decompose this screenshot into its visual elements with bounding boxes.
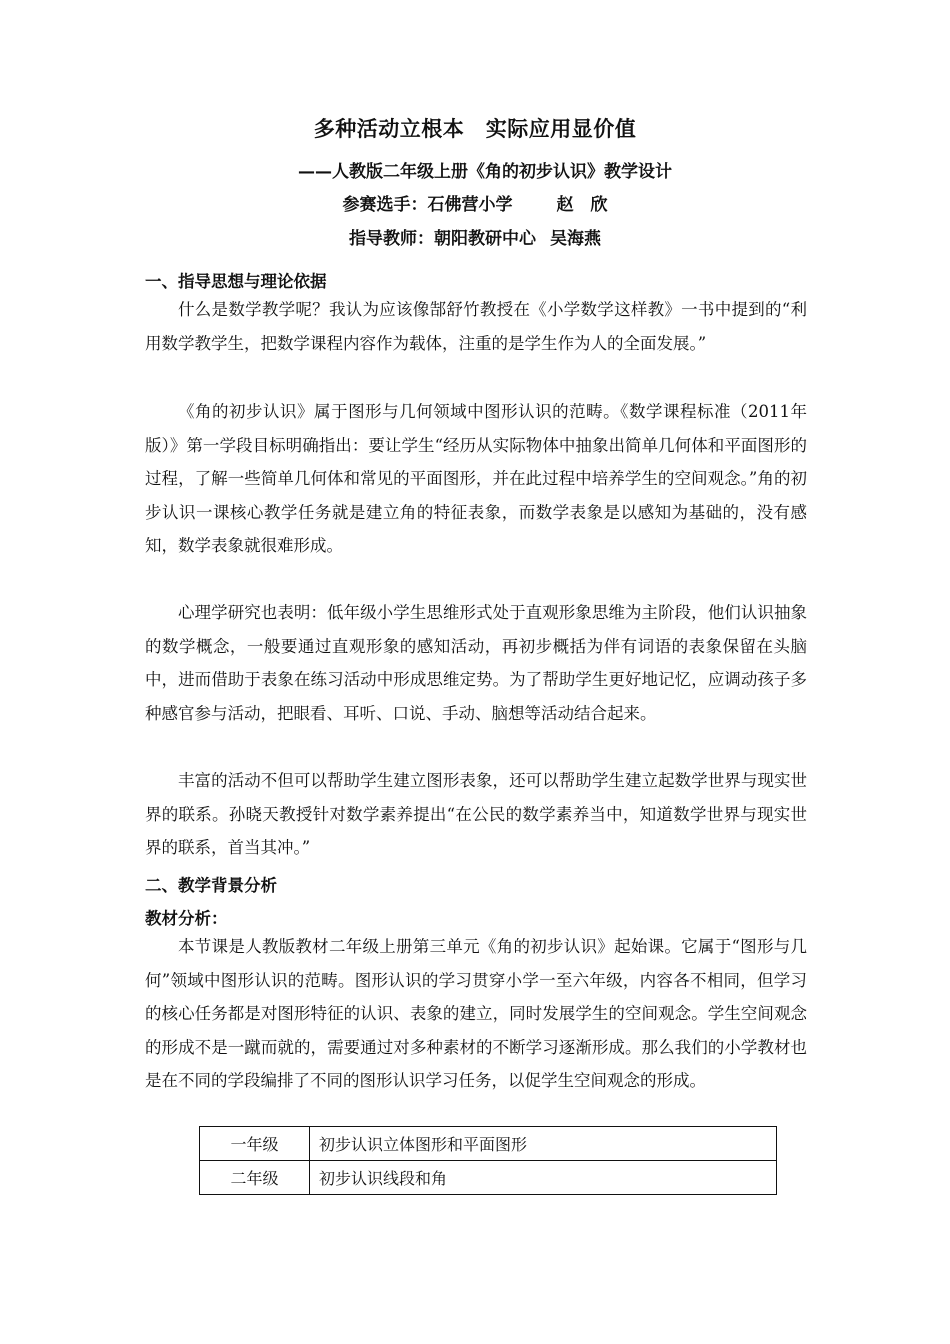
- contestant-label: 参赛选手：石佛营小学: [342, 195, 513, 215]
- grade-cell: 二年级: [200, 1161, 310, 1195]
- document-subtitle: ——人教版二年级上册《角的初步认识》教学设计: [298, 162, 672, 182]
- task-cell: 初步认识立体图形和平面图形: [310, 1127, 777, 1161]
- section-heading-background: 二、教学背景分析: [145, 876, 277, 895]
- paragraph: 本节课是人教版教材二年级上册第三单元《角的初步认识》起始课。它属于“图形与几何”领域中图形认识的范畴。图形认识的学习贯穿小学一至六年级，内容各不相同，但学习的核心任务都是对图形特征的认识、表象的建立，同时发展学生的空间观念。学生空间观念的形成不是一蹴而就的，需要通过对多种素材的不断学习逐渐形成。那么我们的小学教材也是在不同的学段编排了不同的图形认识学习任务，以促学生空间观念的形成。: [145, 937, 807, 1090]
- sub-heading-textbook-analysis: 教材分析：: [145, 909, 228, 928]
- grade-cell: 一年级: [200, 1127, 310, 1161]
- paragraph: 什么是数学教学呢？我认为应该像郜舒竹教授在《小学数学这样教》一书中提到的“利用数学教学生，把数学课程内容作为载体，注重的是学生作为人的全面发展。”: [145, 300, 807, 353]
- section-heading-guiding-thought: 一、指导思想与理论依据: [145, 272, 327, 291]
- advisor-line: [0, 224, 950, 249]
- table-row: [200, 1127, 777, 1161]
- advisor-name: 吴海燕: [550, 229, 601, 249]
- advisor-label: 指导教师：朝阳教研中心: [349, 229, 536, 249]
- paragraph: 《角的初步认识》属于图形与几何领域中图形认识的范畴。《数学课程标准（2011年版）》第一学段目标明确指出：要让学生“经历从实际物体中抽象出简单几何体和平面图形的过程，了解一些简单几何体和常见的平面图形，并在此过程中培养学生的空间观念。”角的初步认识一课核心教学任务就是建立角的特征表象，而数学表象是以感知为基础的，没有感知，数学表象就很难形成。: [145, 402, 807, 555]
- contestant-name: 赵 欣: [556, 195, 608, 215]
- contestant-line: [0, 190, 950, 215]
- task-cell: 初步认识线段和角: [310, 1161, 777, 1195]
- document-title: 多种活动立根本 实际应用显价值: [313, 117, 637, 141]
- paragraph: 心理学研究也表明：低年级小学生思维形式处于直观形象思维为主阶段，他们认识抽象的数学概念，一般要通过直观形象的感知活动，再初步概括为伴有词语的表象保留在头脑中，进而借助于表象在练习活动中形成思维定势。为了帮助学生更好地记忆，应调动孩子多种感官参与活动，把眼看、耳听、口说、手动、脑想等活动结合起来。: [145, 603, 807, 723]
- table-row: [200, 1161, 777, 1195]
- grade-task-table: [199, 1126, 777, 1195]
- paragraph: 丰富的活动不但可以帮助学生建立图形表象，还可以帮助学生建立起数学世界与现实世界的联系。孙晓天教授针对数学素养提出“在公民的数学素养当中，知道数学世界与现实世界的联系，首当其冲。”: [145, 771, 807, 857]
